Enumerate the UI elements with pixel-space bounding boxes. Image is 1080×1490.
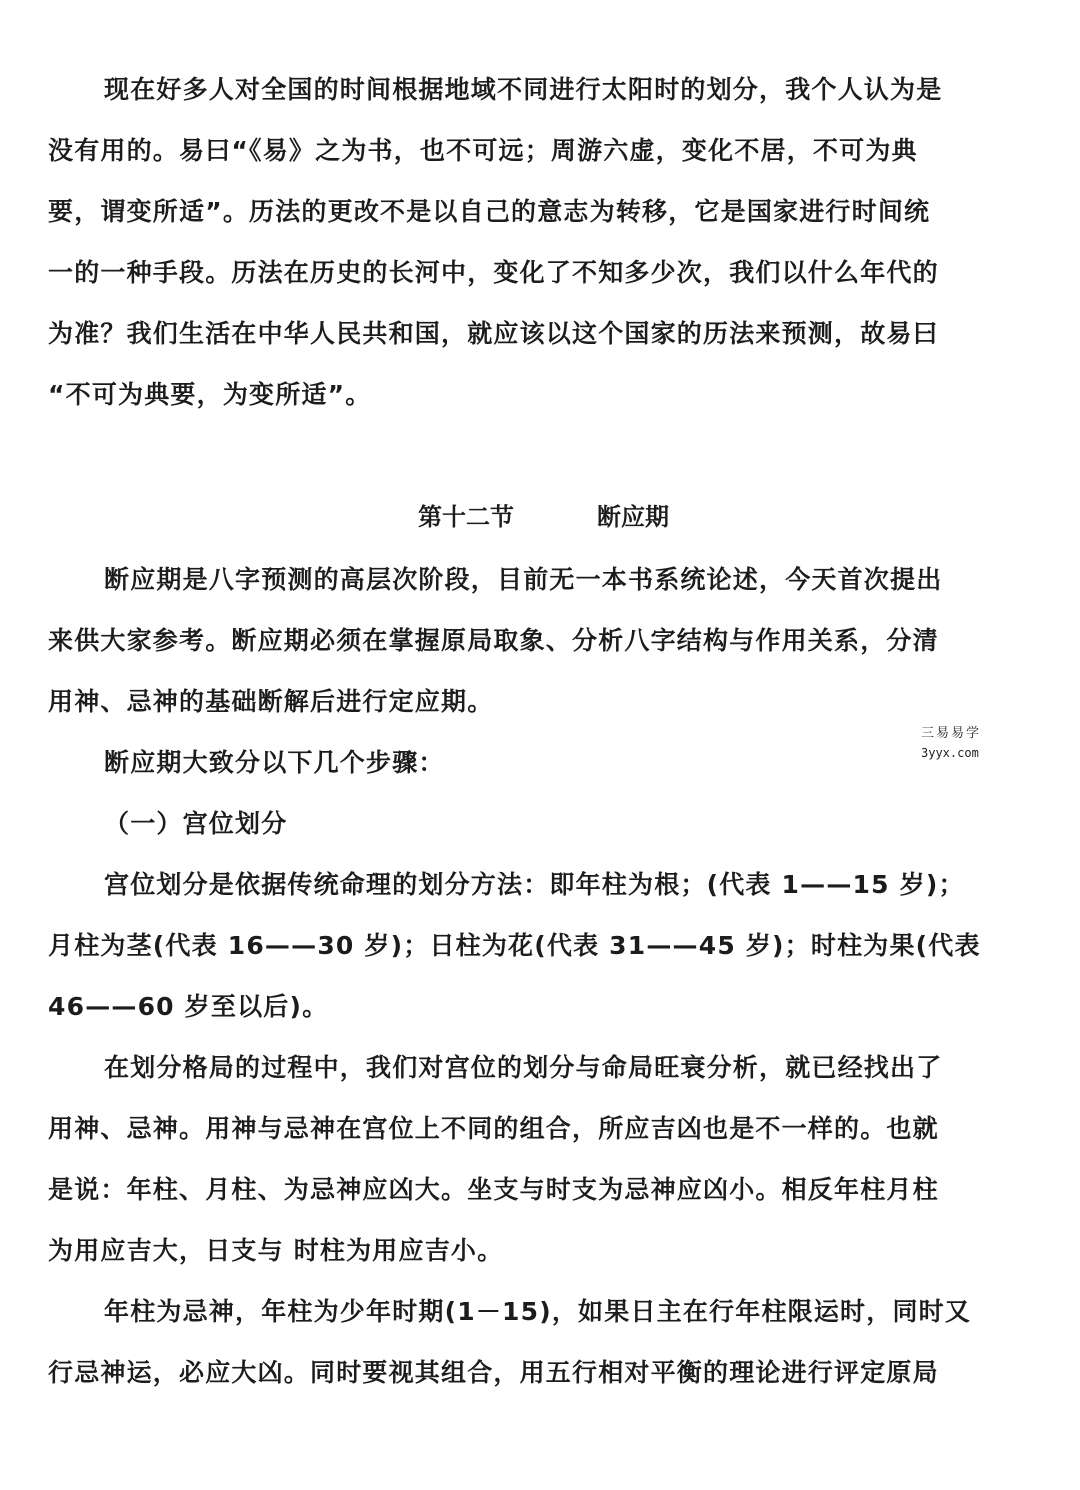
- paragraph-4-line-2: 月柱为茎(代表 16——30 岁)；日柱为花(代表 31——45 岁)；时柱为果(代表: [48, 931, 981, 960]
- watermark-url: 3yyx.com: [921, 746, 979, 760]
- section-title: [0, 500, 1080, 534]
- paragraph-5-line-3: 是说：年柱、月柱、为忌神应凶大。坐支与时支为忌神应凶小。相反年柱月柱: [48, 1175, 939, 1204]
- paragraph-1-line-1: 现在好多人对全国的时间根据地域不同进行太阳时的划分，我个人认为是: [104, 75, 943, 104]
- paragraph-6-line-1: 年柱为忌神，年柱为少年时期(1－15)，如果日主在行年柱限运时，同时又: [104, 1297, 972, 1326]
- paragraph-4-line-1: 宫位划分是依据传统命理的划分方法：即年柱为根；(代表 1——15 岁)；: [104, 870, 965, 899]
- section-name: 断应期: [597, 503, 669, 531]
- paragraph-2-line-1: 断应期是八字预测的高层次阶段，目前无一本书系统论述，今天首次提出: [104, 565, 943, 594]
- section-number: 第十二节: [418, 503, 514, 531]
- paragraph-1-line-6: “不可为典要，为变所适”。: [48, 380, 372, 409]
- paragraph-5-line-4: 为用应吉大，日支与 时柱为用应吉小。: [48, 1236, 504, 1265]
- paragraph-3-line-1: 断应期大致分以下几个步骤：: [104, 748, 445, 777]
- paragraph-5-line-2: 用神、忌神。用神与忌神在宫位上不同的组合，所应吉凶也是不一样的。也就: [48, 1114, 939, 1143]
- paragraph-1-line-3: 要，谓变所适”。历法的更改不是以自己的意志为转移，它是国家进行时间统: [48, 197, 931, 226]
- paragraph-5-line-1: 在划分格局的过程中，我们对宫位的划分与命局旺衰分析，就已经找出了: [104, 1053, 943, 1082]
- watermark-name: 三易易学: [921, 726, 982, 741]
- paragraph-4-line-3: 46——60 岁至以后)。: [48, 992, 329, 1021]
- paragraph-1-line-4: 一的一种手段。历法在历史的长河中，变化了不知多少次，我们以什么年代的: [48, 258, 939, 287]
- subheading: （一）宫位划分: [104, 809, 288, 838]
- paragraph-2-line-2: 来供大家参考。断应期必须在掌握原局取象、分析八字结构与作用关系，分清: [48, 626, 939, 655]
- paragraph-1-line-5: 为准？我们生活在中华人民共和国，就应该以这个国家的历法来预测，故易曰: [48, 319, 939, 348]
- paragraph-6-line-2: 行忌神运，必应大凶。同时要视其组合，用五行相对平衡的理论进行评定原局: [48, 1358, 939, 1387]
- paragraph-1-line-2: 没有用的。易曰“《易》之为书，也不可远；周游六虚，变化不居，不可为典: [48, 136, 918, 165]
- paragraph-2-line-3: 用神、忌神的基础断解后进行定应期。: [48, 687, 494, 716]
